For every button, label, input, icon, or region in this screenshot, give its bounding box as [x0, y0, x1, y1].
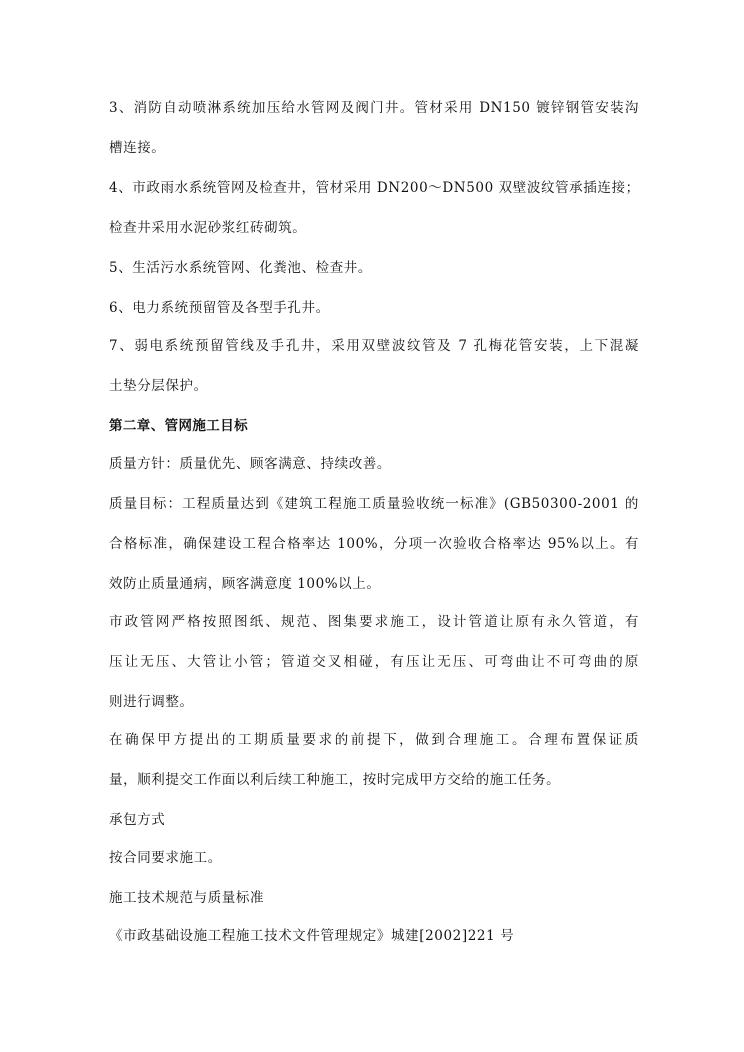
text-line-item-3: 3、消防自动喷淋系统加压给水管网及阀门井。管材采用 DN150 镀锌钢管安装沟 — [109, 100, 639, 116]
chapter-heading: 第二章、管网施工目标 — [109, 418, 248, 434]
quality-policy: 质量方针：质量优先、顾客满意、持续改善。 — [109, 456, 391, 472]
pipe-network-line-2: 压让无压、大管让小管；管道交叉相碰，有压让无压、可弯曲让不可弯曲的原 — [109, 654, 639, 670]
quality-target-line-3: 效防止质量通病，顾客满意度 100%以上。 — [109, 576, 381, 592]
text-line-item-4: 4、市政雨水系统管网及检查井，管材采用 DN200～DN500 双壁波纹管承插连接； — [109, 180, 640, 196]
text-line-item-4-cont: 检查井采用水泥砂浆红砖砌筑。 — [109, 220, 307, 236]
text-line-item-3-cont: 槽连接。 — [109, 140, 166, 156]
text-line-item-6: 6、电力系统预留管及各型手孔井。 — [109, 300, 330, 316]
schedule-line-2: 量，顺利提交工作面以利后续工种施工，按时完成甲方交给的施工任务。 — [109, 772, 561, 788]
standards-heading: 施工技术规范与质量标准 — [109, 890, 265, 906]
schedule-line-1: 在确保甲方提出的工期质量要求的前提下，做到合理施工。合理布置保证质 — [109, 732, 639, 748]
text-line-item-5: 5、生活污水系统管网、化粪池、检查井。 — [109, 260, 372, 276]
quality-target-line-1: 质量目标：工程质量达到《建筑工程施工质量验收统一标准》(GB50300-2001 的 — [109, 496, 639, 512]
quality-target-line-2: 合格标准，确保建设工程合格率达 100%，分项一次验收合格率达 95%以上。有 — [109, 536, 639, 552]
contract-method-heading: 承包方式 — [109, 812, 166, 828]
text-line-item-7-cont: 土垫分层保护。 — [109, 378, 208, 394]
standards-reference: 《市政基础设施工程施工技术文件管理规定》城建[2002]221 号 — [109, 928, 515, 944]
pipe-network-line-3: 则进行调整。 — [109, 694, 194, 710]
contract-method-text: 按合同要求施工。 — [109, 850, 222, 866]
text-line-item-7: 7、弱电系统预留管线及手孔井，采用双壁波纹管及 7 孔梅花管安装，上下混凝 — [109, 338, 639, 354]
pipe-network-line-1: 市政管网严格按照图纸、规范、图集要求施工，设计管道让原有永久管道，有 — [109, 614, 639, 630]
